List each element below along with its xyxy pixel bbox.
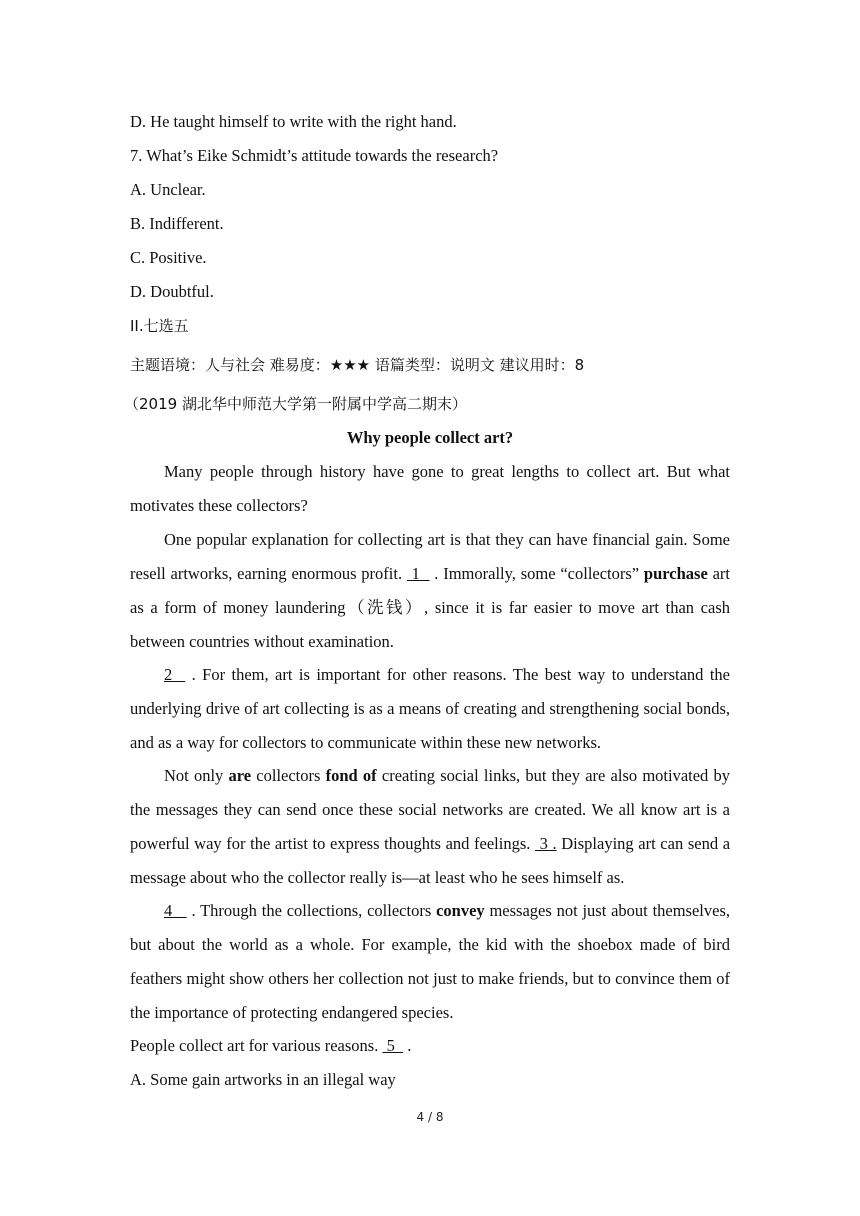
paragraph-6-text-a: People collect art for various reasons. [130, 1036, 383, 1055]
paragraph-3-text: . For them, art is important for other reasons. The best way to understand the underlying drive of art collecting is as a means of creating and strengthening social bonds, and as a way for collectors to communicate within these new networks. [130, 665, 731, 752]
q7-option-a: A. Unclear. [130, 180, 206, 199]
q7-option-d: D. Doubtful. [130, 282, 214, 301]
paragraph-4-text-c: creating social links, but they are also motivated by the messages they can send once these social networks are created. We all know art is a powerful way for the artist to express thoughts and feelings. [130, 766, 731, 853]
answer-option-a: A. Some gain artworks in an illegal way [130, 1070, 396, 1089]
section-source: （2019 湖北华中师范大学第一附属中学高二期末） [124, 395, 467, 413]
paragraph-2-text-b: . Immorally, some “collectors” [429, 564, 644, 583]
paragraph-4 [130, 759, 730, 895]
paragraph-4-text-d: Displaying art can send a message about who the collector really is—at least who he sees himself as. [130, 834, 731, 887]
blank-3: 3 . [535, 834, 557, 853]
paragraph-5-text-b: messages not just about themselves, but about the world as a whole. For example, the kid with the shoebox made of bird feathers might show others her collection not just to make friends, but to convince them of the importance of protecting endangered species. [130, 901, 731, 1022]
bold-word-convey: convey [436, 901, 485, 920]
section-meta: 主题语境：人与社会 难易度：★★★ 语篇类型：说明文 建议用时：8 [130, 356, 585, 374]
paragraph-3 [130, 658, 730, 760]
page-number: 4 / 8 [416, 1110, 444, 1124]
bold-word-are: are [228, 766, 252, 785]
paragraph-4-text-b: collectors [251, 766, 326, 785]
bold-word-purchase: purchase [643, 564, 708, 583]
bold-word-fond-of: fond of [325, 766, 377, 785]
blank-5: 5 [382, 1036, 404, 1055]
q7-option-b: B. Indifferent. [130, 214, 224, 233]
paragraph-1-text: Many people through history have gone to great lengths to collect art. But what motivates these collectors? [130, 462, 730, 515]
passage-title: Why people collect art? [346, 428, 514, 447]
paragraph-6-text-b: . [403, 1036, 412, 1055]
q7-option-c: C. Positive. [130, 248, 207, 267]
paragraph-5 [130, 894, 730, 1030]
paragraph-2-text-c: art as a form of money laundering（洗钱）, since it is far easier to move art than cash between countries without examination. [130, 564, 730, 651]
paragraph-4-text-a: Not only [164, 766, 229, 785]
blank-1: 1 [406, 564, 430, 583]
q7-question: 7. What’s Eike Schmidt’s attitude towards the research? [130, 146, 499, 165]
paragraph-6 [130, 1035, 730, 1057]
section-heading: II.七选五 [130, 317, 189, 335]
blank-2: 2 [164, 665, 186, 684]
q6-option-d: D. He taught himself to write with the right hand. [130, 112, 457, 131]
paragraph-2 [130, 523, 730, 659]
blank-4: 4 [164, 901, 187, 920]
paragraph-1 [130, 455, 730, 523]
paragraph-2-text-a: One popular explanation for collecting art is that they can have financial gain. Some resell artworks, earning enormous profit. [130, 530, 730, 583]
paragraph-5-text-a: . Through the collections, collectors [186, 901, 437, 920]
